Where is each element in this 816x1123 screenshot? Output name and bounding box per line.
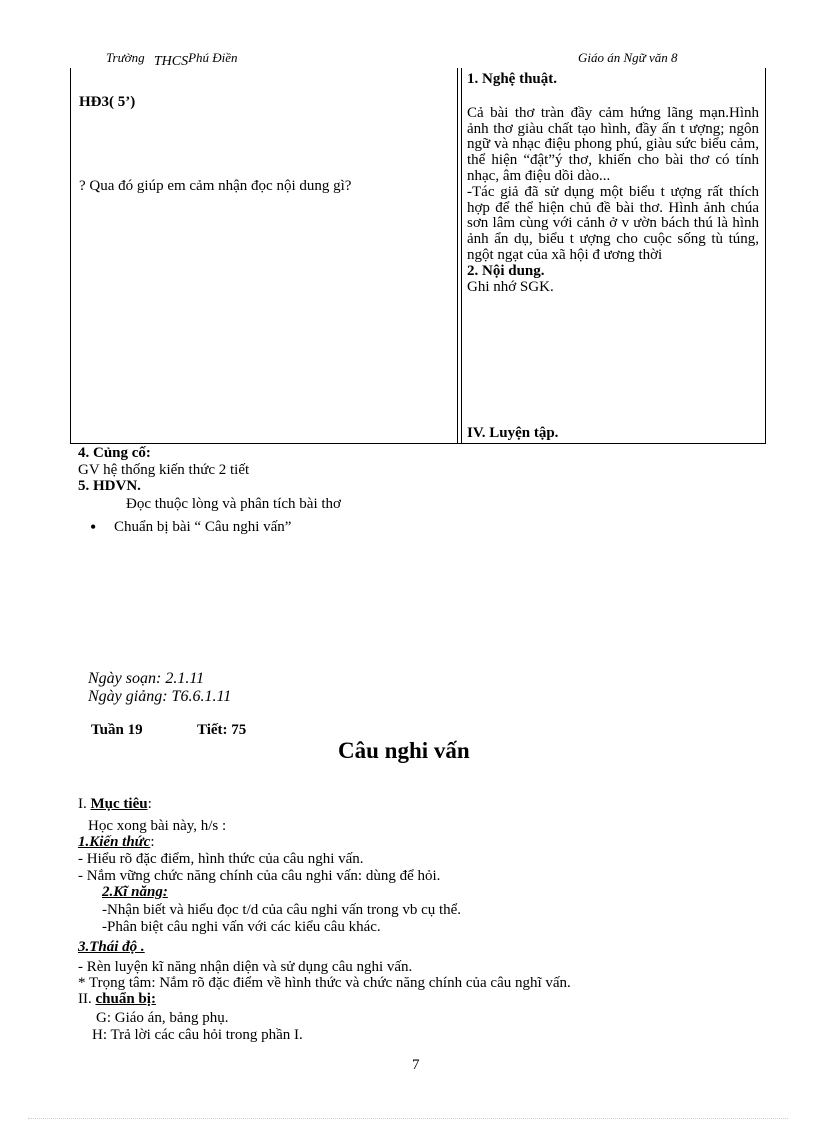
date-prepared: Ngày soạn: 2.1.11 xyxy=(88,670,205,687)
activity-label: HĐ3( 5’) xyxy=(79,94,136,110)
art-heading: 1. Nghệ thuật. xyxy=(467,71,558,87)
lesson-table xyxy=(70,68,766,444)
lesson-title: Câu nghi vấn xyxy=(338,738,470,763)
objectives-heading xyxy=(78,796,152,813)
knowledge-heading-text: 1.Kiến thức xyxy=(78,834,151,850)
header-subject: Giáo án Ngữ văn 8 xyxy=(578,50,678,65)
art-paragraph-2: -Tác giả đã sử dụng một biểu t ượng rất thích hợp để thể hiện chủ đề bài thơ. Hình ảnh chúa sơn lâm cùng với cảnh ở v ườn bách thú là hình ảnh ẩn dụ, biểu t ượng cho cuộc sống tù túng, ngột ngạt của xã hội đ ương thời xyxy=(467,183,759,263)
page-boundary xyxy=(28,1118,788,1119)
homework-heading: 5. HDVN. xyxy=(78,478,141,494)
knowledge-heading xyxy=(78,834,155,851)
objectives-intro: Học xong bài này, h/s : xyxy=(88,818,227,834)
lesson-period: Tiết: 75 xyxy=(197,722,247,738)
content-question: ? Qua đó giúp em cảm nhận đọc nội dung gì? xyxy=(79,178,352,194)
date-taught: Ngày giảng: T6.6.1.11 xyxy=(88,688,232,705)
preparation-teacher: G: Giáo án, bảng phụ. xyxy=(96,1010,229,1026)
knowledge-item-1: - Hiểu rõ đặc điểm, hình thức của câu nghi vấn. xyxy=(78,851,364,867)
knowledge-heading-suffix: : xyxy=(150,834,155,850)
objectives-heading-text: Mục tiêu xyxy=(90,796,148,812)
preparation-student: H: Trả lời các câu hỏi trong phần I. xyxy=(92,1027,303,1043)
preparation-heading-text: chuẩn bị: xyxy=(95,991,156,1007)
objectives-heading-suffix: : xyxy=(147,796,152,812)
homework-line: Đọc thuộc lòng và phân tích bài thơ xyxy=(126,496,341,512)
content-heading: 2. Nội dung. xyxy=(467,262,545,279)
homework-bullet: Chuẩn bị bài “ Câu nghi vấn” xyxy=(114,519,292,535)
header-school-prefix: Trường xyxy=(106,50,145,65)
knowledge-item-2: - Nắm vững chức năng chính của câu nghi vấn: dùng để hỏi. xyxy=(78,868,441,884)
header-school-abbr: THCS xyxy=(153,54,189,69)
preparation-heading-prefix: II. xyxy=(78,991,92,1007)
practice-heading: IV. Luyện tập. xyxy=(467,425,559,441)
focus-note: * Trọng tâm: Nắm rõ đặc điểm về hình thức và chức năng chính của câu nghĩ vấn. xyxy=(78,975,571,991)
bullet-icon: • xyxy=(90,517,97,537)
lesson-week: Tuần 19 xyxy=(91,722,143,738)
page-number: 7 xyxy=(412,1057,420,1073)
skills-heading: 2.Kĩ năng: xyxy=(102,884,168,900)
objectives-heading-prefix: I. xyxy=(78,796,87,812)
header-school-name: Phú Điền xyxy=(188,50,238,65)
art-paragraph-1: Cả bài thơ tràn đầy cảm hứng lãng mạn.Hình ảnh thơ giàu chất tạo hình, đầy ấn t ượng; ngôn ngữ và nhạc điệu phong phú, giàu sức biểu cảm, thể hiện “đật”ý thơ, khiến cho bài thơ có tính nhạc, âm điệu dồi dào... xyxy=(467,104,759,184)
table-left-cell xyxy=(77,68,451,443)
attitude-heading: 3.Thái độ . xyxy=(78,939,145,955)
content-text: Ghi nhớ SGK. xyxy=(467,278,554,295)
consolidation-text: GV hệ thống kiến thức 2 tiết xyxy=(78,462,250,478)
header-school xyxy=(106,50,238,67)
attitude-item-1: - Rèn luyện kĩ năng nhận diện và sử dụng câu nghi vấn. xyxy=(78,959,413,975)
table-divider xyxy=(457,68,462,443)
preparation-heading xyxy=(78,991,156,1008)
table-right-cell xyxy=(467,68,759,443)
consolidation-heading: 4. Củng cố: xyxy=(78,445,151,461)
skills-item-1: -Nhận biết và hiểu đọc t/d của câu nghi vấn trong vb cụ thể. xyxy=(102,902,462,918)
skills-item-2: -Phân biệt câu nghi vấn với các kiểu câu khác. xyxy=(102,919,381,935)
